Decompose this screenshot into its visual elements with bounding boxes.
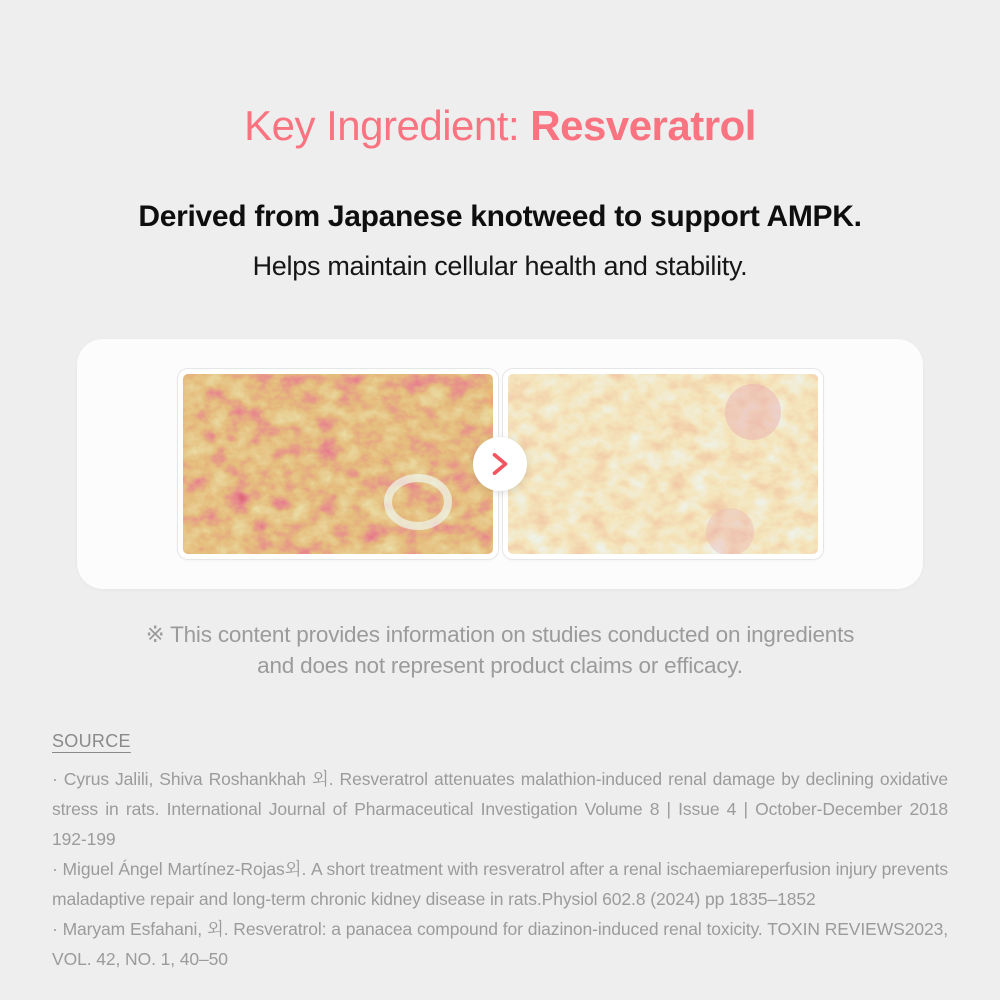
citation: · Miguel Ángel Martínez-Rojas외. A short treatment with resveratrol after a renal ischaemiareperfusion injury prevents maladaptive repair and long-term chronic kidney disease in rats.Physiol 602.8 (2024) pp 1835–1852: [52, 859, 948, 910]
histology-image-after: [503, 369, 823, 559]
next-arrow-badge: [473, 437, 527, 491]
disclaimer-line2: and does not represent product claims or efficacy.: [257, 653, 743, 679]
source-section: [52, 731, 948, 974]
citation-list: [52, 764, 948, 974]
comparison-card: [77, 339, 923, 589]
citation: · Cyrus Jalili, Shiva Roshankhah 외. Resveratrol attenuates malathion-induced renal damage by declining oxidative stress in rats. International Journal of Pharmaceutical Investigation Volume 8 | Issue 4 | October-December 2018 192-199: [52, 769, 948, 850]
chevron-right-icon: [489, 451, 511, 477]
page-title: [0, 0, 1000, 150]
subheading: Helps maintain cellular health and stability.: [252, 251, 748, 282]
source-label: SOURCE: [52, 731, 131, 752]
histology-image-before: [178, 369, 498, 559]
heading: Derived from Japanese knotweed to support AMPK.: [138, 200, 862, 234]
disclaimer: [0, 619, 1000, 681]
disclaimer-line1: ※ This content provides information on studies conducted on ingredients: [145, 622, 855, 648]
title-prefix: Key Ingredient:: [244, 102, 531, 149]
citation: · Maryam Esfahani, 외. Resveratrol: a panacea compound for diazinon-induced renal toxicity. TOXIN REVIEWS2023, VOL. 42, NO. 1, 40–50: [52, 919, 948, 970]
image-comparison: [178, 369, 823, 559]
title-ingredient: Resveratrol: [530, 102, 756, 149]
